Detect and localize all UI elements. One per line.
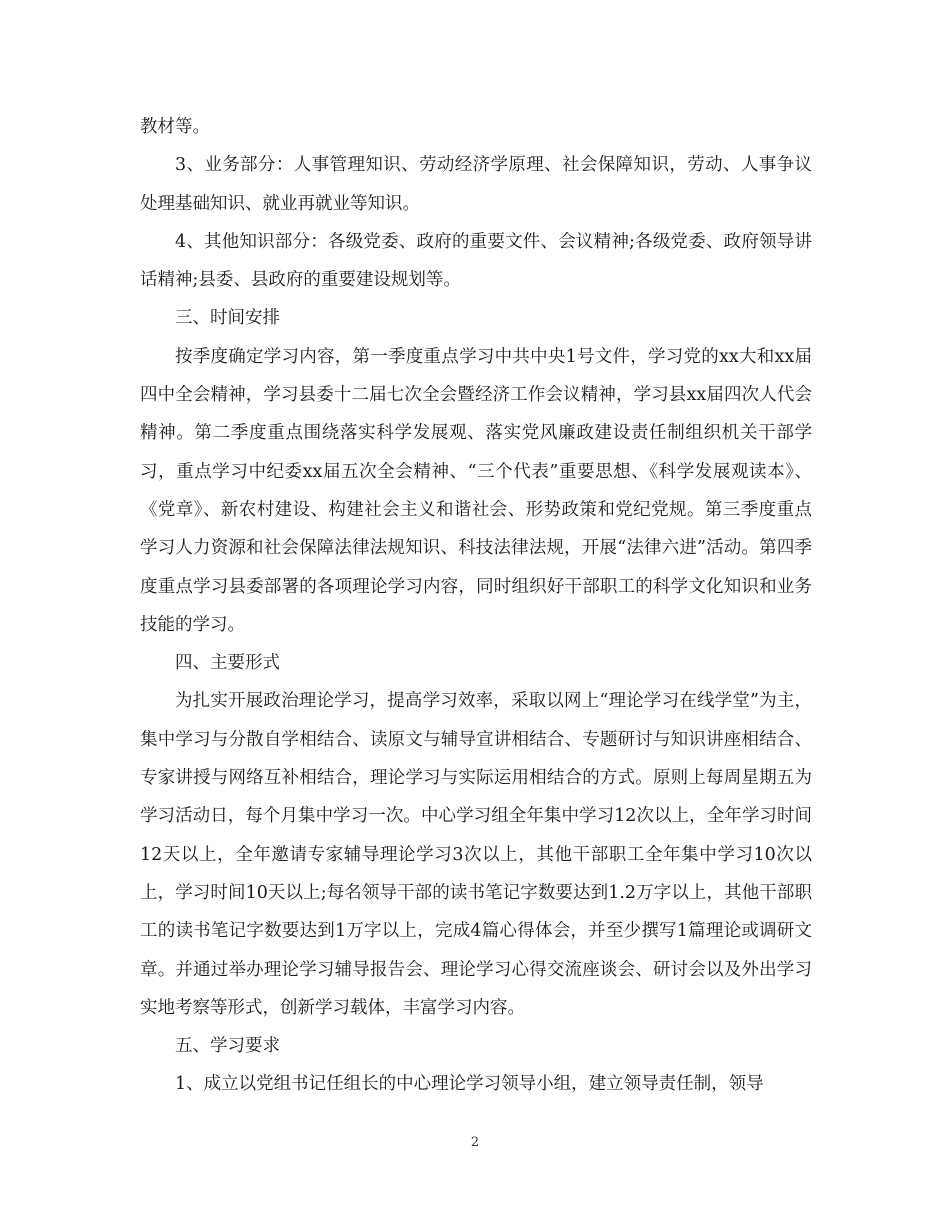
section-heading-forms: 四、主要形式 (175, 653, 280, 674)
section-heading-requirements: 五、学习要求 (175, 1036, 280, 1057)
paragraph-schedule: 按季度确定学习内容，第一季度重点学习中共中央1号文件，学习党的xx大和xx届四中全会精神，学习县委十二届七次全会暨经济工作会议精神，学习县xx届四次人代会精神。第二季度重点围绕落实科学发展观、落实党风廉政建设责任制组织机关干部学习，重点学习中纪委xx届五次全会精神、“三个代表”重要思想、《科学发展观读本》、《党章》、新农村建设、构建社会主义和谐社会、形势政策和党纪党规。第三季度重点学习人力资源和社会保障法律法规知识、科技法律法规，开展“法律六进”活动。第四季度重点学习县委部署的各项理论学习内容，同时组织好干部职工的科学文化知识和业务技能的学习。 (140, 346, 812, 635)
section-heading-schedule: 三、时间安排 (175, 308, 280, 329)
paragraph-other-knowledge: 4、其他知识部分：各级党委、政府的重要文件、会议精神;各级党委、政府领导讲话精神;县委、县政府的重要建设规划等。 (140, 231, 812, 291)
paragraph-requirements: 1、成立以党组书记任组长的中心理论学习领导小组，建立领导责任制，领导 (175, 1074, 764, 1095)
paragraph-business-section: 3、业务部分：人事管理知识、劳动经济学原理、社会保障知识，劳动、人事争议处理基础知识、就业再就业等知识。 (140, 155, 812, 214)
page-number: 2 (470, 1135, 480, 1150)
document-body (140, 108, 812, 1104)
paragraph-forms: 为扎实开展政治理论学习，提高学习效率，采取以网上“理论学习在线学堂”为主，集中学习与分散自学相结合、读原文与辅导宣讲相结合、专题研讨与知识讲座相结合、专家讲授与网络互补相结合，理论学习与实际运用相结合的方式。原则上每周星期五为学习活动日，每个月集中学习一次。中心学习组全年集中学习12次以上，全年学习时间12天以上，全年邀请专家辅导理论学习3次以上，其他干部职工全年集中学习10次以上，学习时间10天以上;每名领导干部的读书笔记字数要达到1.2万字以上，其他干部职工的读书笔记字数要达到1万字以上，完成4篇心得体会，并至少撰写1篇理论或调研文章。并通过举办理论学习辅导报告会、理论学习心得交流座谈会、研讨会以及外出学习实地考察等形式，创新学习载体，丰富学习内容。 (140, 691, 812, 1018)
paragraph-continuation: 教材等。 (140, 117, 210, 137)
